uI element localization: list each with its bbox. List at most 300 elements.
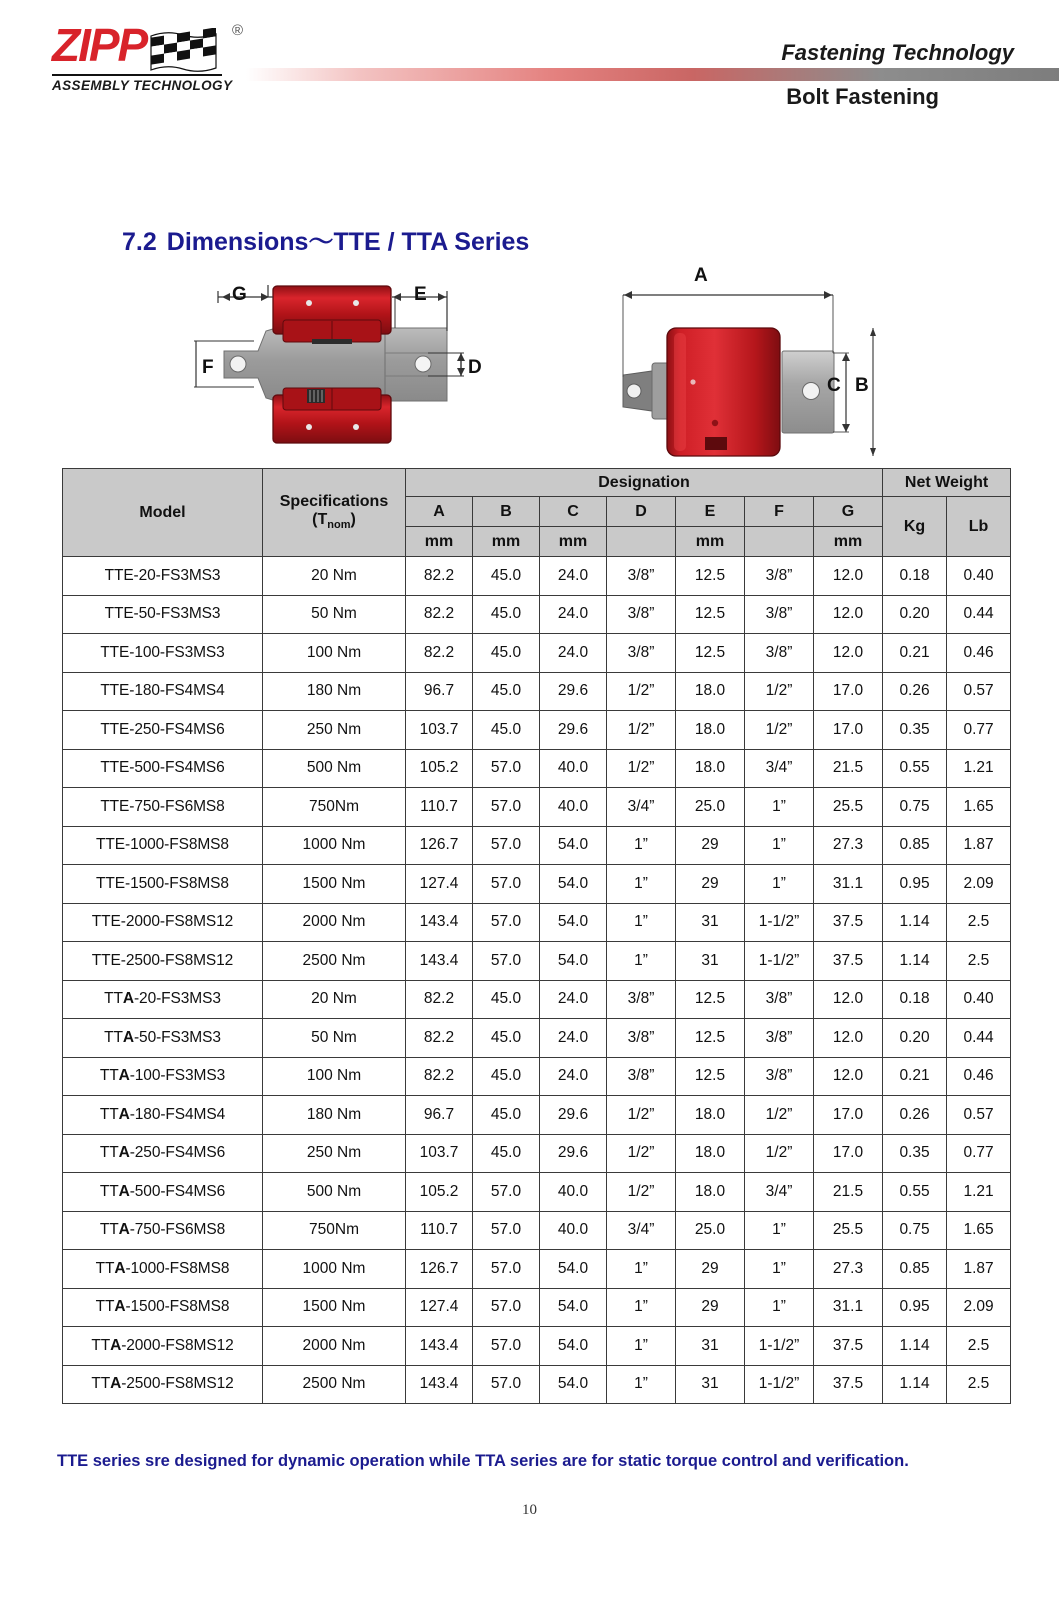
cell-specification: 180 Nm	[263, 1096, 406, 1135]
cell-specification: 500 Nm	[263, 749, 406, 788]
cell-weight-lb: 2.09	[947, 1288, 1011, 1327]
cell-model: TTE-500-FS4MS6	[63, 749, 263, 788]
col-header-b: B	[473, 497, 540, 527]
cell-dimension-f: 1-1/2”	[745, 903, 814, 942]
cell-dimension-d: 1”	[607, 1365, 676, 1404]
cell-dimension-d: 3/4”	[607, 788, 676, 827]
footer-note: TTE series sre designed for dynamic operation while TTA series are for static torque control and verification.	[57, 1452, 909, 1470]
cell-dimension-a: 103.7	[406, 1134, 473, 1173]
tnom-subscript: nom	[327, 519, 351, 532]
col-header-g: G	[814, 497, 883, 527]
cell-dimension-b: 45.0	[473, 634, 540, 673]
cell-model: TTA-500-FS4MS6	[63, 1173, 263, 1212]
table-row	[63, 1211, 1011, 1250]
cell-model: TTA-250-FS4MS6	[63, 1134, 263, 1173]
cell-specification: 20 Nm	[263, 980, 406, 1019]
cell-dimension-e: 31	[676, 942, 745, 981]
cell-dimension-d: 1/2”	[607, 749, 676, 788]
cell-model: TTA-1000-FS8MS8	[63, 1250, 263, 1289]
cell-dimension-d: 3/8”	[607, 1019, 676, 1058]
unit-b: mm	[473, 527, 540, 557]
cell-weight-kg: 0.55	[883, 1173, 947, 1212]
cell-dimension-g: 12.0	[814, 634, 883, 673]
cell-dimension-d: 1/2”	[607, 711, 676, 750]
logo-divider	[52, 74, 222, 76]
cell-weight-lb: 1.87	[947, 826, 1011, 865]
cell-specification: 1000 Nm	[263, 826, 406, 865]
cell-weight-kg: 0.21	[883, 634, 947, 673]
unit-d	[607, 527, 676, 557]
cell-model: TTA-20-FS3MS3	[63, 980, 263, 1019]
cell-dimension-d: 1”	[607, 1250, 676, 1289]
table-row	[63, 903, 1011, 942]
cell-dimension-b: 57.0	[473, 1173, 540, 1212]
cell-dimension-b: 45.0	[473, 980, 540, 1019]
cell-dimension-c: 29.6	[540, 672, 607, 711]
cell-weight-kg: 0.95	[883, 865, 947, 904]
cell-dimension-c: 24.0	[540, 1057, 607, 1096]
cell-dimension-a: 143.4	[406, 1365, 473, 1404]
cell-dimension-d: 1”	[607, 865, 676, 904]
cell-dimension-f: 1”	[745, 1250, 814, 1289]
cell-dimension-e: 31	[676, 1365, 745, 1404]
dimension-label-a: A	[694, 265, 708, 286]
table-body	[63, 557, 1011, 1404]
cell-dimension-g: 25.5	[814, 1211, 883, 1250]
header-row-group	[63, 469, 1011, 497]
logo-wordmark: ZIPP	[52, 19, 147, 71]
cell-model: TTA-100-FS3MS3	[63, 1057, 263, 1096]
col-header-a: A	[406, 497, 473, 527]
cell-model: TTE-100-FS3MS3	[63, 634, 263, 673]
specifications-label: Specifications	[279, 493, 389, 511]
cell-weight-lb: 1.65	[947, 788, 1011, 827]
cell-dimension-f: 3/8”	[745, 557, 814, 596]
table-row	[63, 672, 1011, 711]
cell-dimension-e: 31	[676, 903, 745, 942]
cell-dimension-d: 1”	[607, 1288, 676, 1327]
table-row	[63, 634, 1011, 673]
cell-model: TTA-2500-FS8MS12	[63, 1365, 263, 1404]
cell-dimension-b: 45.0	[473, 1096, 540, 1135]
cell-weight-kg: 0.75	[883, 788, 947, 827]
cell-dimension-b: 57.0	[473, 1288, 540, 1327]
table-row	[63, 1096, 1011, 1135]
table-row	[63, 942, 1011, 981]
cell-dimension-c: 29.6	[540, 711, 607, 750]
cell-dimension-c: 54.0	[540, 1288, 607, 1327]
table-row	[63, 1019, 1011, 1058]
cell-dimension-f: 1”	[745, 1211, 814, 1250]
cell-dimension-c: 54.0	[540, 1327, 607, 1366]
registered-trademark-icon: ®	[232, 22, 244, 39]
unit-c: mm	[540, 527, 607, 557]
cell-weight-lb: 2.5	[947, 1365, 1011, 1404]
table-row	[63, 865, 1011, 904]
table-row	[63, 1365, 1011, 1404]
cell-weight-kg: 0.20	[883, 1019, 947, 1058]
section-title-text: Dimensions〜TTE / TTA Series	[166, 228, 530, 256]
cell-model: TTA-50-FS3MS3	[63, 1019, 263, 1058]
cell-dimension-b: 45.0	[473, 1057, 540, 1096]
cell-specification: 2000 Nm	[263, 1327, 406, 1366]
cell-dimension-c: 54.0	[540, 865, 607, 904]
cell-model: TTA-180-FS4MS4	[63, 1096, 263, 1135]
cell-dimension-e: 29	[676, 1288, 745, 1327]
cell-dimension-a: 96.7	[406, 672, 473, 711]
header-gradient-bar	[246, 68, 1059, 81]
cell-dimension-d: 3/8”	[607, 557, 676, 596]
cell-dimension-d: 3/8”	[607, 980, 676, 1019]
dimension-label-f: F	[202, 357, 214, 378]
cell-weight-kg: 0.55	[883, 749, 947, 788]
cell-dimension-e: 29	[676, 826, 745, 865]
section-heading	[122, 222, 529, 258]
cell-dimension-f: 1”	[745, 1288, 814, 1327]
cell-dimension-e: 12.5	[676, 595, 745, 634]
dimension-label-d: D	[468, 357, 482, 378]
cell-dimension-c: 54.0	[540, 903, 607, 942]
tnom-prefix: (T	[312, 511, 328, 529]
cell-weight-lb: 1.87	[947, 1250, 1011, 1289]
cell-dimension-d: 1/2”	[607, 1134, 676, 1173]
col-header-model: Model	[63, 469, 263, 557]
cell-dimension-d: 1”	[607, 1327, 676, 1366]
col-header-lb: Lb	[947, 497, 1011, 557]
cell-model: TTE-750-FS6MS8	[63, 788, 263, 827]
cell-dimension-d: 3/8”	[607, 634, 676, 673]
cell-dimension-b: 57.0	[473, 865, 540, 904]
cell-specification: 2500 Nm	[263, 1365, 406, 1404]
cell-dimension-d: 1/2”	[607, 1173, 676, 1212]
cell-dimension-g: 12.0	[814, 557, 883, 596]
cell-specification: 1000 Nm	[263, 1250, 406, 1289]
cell-weight-kg: 0.95	[883, 1288, 947, 1327]
cell-model: TTE-2500-FS8MS12	[63, 942, 263, 981]
cell-dimension-a: 82.2	[406, 557, 473, 596]
col-header-specifications	[263, 469, 406, 557]
cell-dimension-g: 17.0	[814, 1096, 883, 1135]
dimension-diagrams	[0, 265, 1059, 460]
cell-dimension-e: 12.5	[676, 980, 745, 1019]
cell-specification: 750Nm	[263, 1211, 406, 1250]
cell-dimension-e: 18.0	[676, 672, 745, 711]
cell-weight-kg: 0.26	[883, 1096, 947, 1135]
cell-dimension-a: 103.7	[406, 711, 473, 750]
cell-specification: 2000 Nm	[263, 903, 406, 942]
col-header-c: C	[540, 497, 607, 527]
cell-dimension-f: 3/8”	[745, 1019, 814, 1058]
cell-weight-kg: 1.14	[883, 1327, 947, 1366]
cell-dimension-b: 45.0	[473, 672, 540, 711]
cell-dimension-c: 29.6	[540, 1096, 607, 1135]
cell-weight-lb: 1.65	[947, 1211, 1011, 1250]
unit-e: mm	[676, 527, 745, 557]
cell-dimension-a: 105.2	[406, 1173, 473, 1212]
col-header-kg: Kg	[883, 497, 947, 557]
cell-weight-lb: 0.57	[947, 1096, 1011, 1135]
cell-dimension-e: 18.0	[676, 1096, 745, 1135]
cell-dimension-a: 143.4	[406, 903, 473, 942]
cell-weight-lb: 2.5	[947, 903, 1011, 942]
table-row	[63, 1250, 1011, 1289]
zipp-logo	[52, 19, 252, 93]
cell-weight-lb: 0.77	[947, 1134, 1011, 1173]
cell-dimension-f: 1/2”	[745, 711, 814, 750]
table-row	[63, 788, 1011, 827]
cell-dimension-c: 40.0	[540, 1173, 607, 1212]
cell-dimension-a: 127.4	[406, 865, 473, 904]
cell-specification: 750Nm	[263, 788, 406, 827]
table-row	[63, 1057, 1011, 1096]
cell-specification: 500 Nm	[263, 1173, 406, 1212]
unit-f	[745, 527, 814, 557]
cell-dimension-c: 40.0	[540, 749, 607, 788]
table-row	[63, 1288, 1011, 1327]
col-header-e: E	[676, 497, 745, 527]
dimension-label-c: C	[827, 375, 841, 396]
cell-dimension-f: 1”	[745, 788, 814, 827]
cell-dimension-c: 29.6	[540, 1134, 607, 1173]
cell-dimension-g: 27.3	[814, 826, 883, 865]
cell-weight-lb: 0.40	[947, 557, 1011, 596]
cell-dimension-c: 40.0	[540, 1211, 607, 1250]
cell-dimension-c: 24.0	[540, 1019, 607, 1058]
cell-specification: 100 Nm	[263, 634, 406, 673]
cell-specification: 50 Nm	[263, 1019, 406, 1058]
cell-dimension-g: 37.5	[814, 1365, 883, 1404]
dimension-label-g: G	[232, 284, 247, 305]
cell-dimension-e: 29	[676, 1250, 745, 1289]
dimension-label-b: B	[855, 375, 869, 396]
cell-weight-kg: 0.26	[883, 672, 947, 711]
cell-dimension-a: 110.7	[406, 1211, 473, 1250]
col-header-designation: Designation	[406, 469, 883, 497]
cell-dimension-c: 24.0	[540, 595, 607, 634]
cell-dimension-d: 3/4”	[607, 1211, 676, 1250]
page-number: 10	[522, 1502, 537, 1518]
cell-weight-kg: 0.85	[883, 1250, 947, 1289]
cell-model: TTE-1000-FS8MS8	[63, 826, 263, 865]
unit-g: mm	[814, 527, 883, 557]
cell-model: TTE-250-FS4MS6	[63, 711, 263, 750]
top-view-diagram	[180, 273, 510, 453]
cell-dimension-e: 18.0	[676, 1173, 745, 1212]
cell-dimension-b: 57.0	[473, 1250, 540, 1289]
cell-dimension-d: 1”	[607, 826, 676, 865]
cell-dimension-b: 57.0	[473, 942, 540, 981]
cell-dimension-g: 17.0	[814, 711, 883, 750]
cell-dimension-c: 54.0	[540, 826, 607, 865]
cell-dimension-g: 17.0	[814, 672, 883, 711]
cell-weight-lb: 2.09	[947, 865, 1011, 904]
table-row	[63, 749, 1011, 788]
cell-dimension-e: 18.0	[676, 1134, 745, 1173]
cell-model: TTA-1500-FS8MS8	[63, 1288, 263, 1327]
cell-dimension-b: 57.0	[473, 1365, 540, 1404]
cell-dimension-a: 143.4	[406, 1327, 473, 1366]
cell-dimension-f: 3/4”	[745, 1173, 814, 1212]
table-header	[63, 469, 1011, 557]
header-title-primary: Fastening Technology	[781, 40, 1014, 65]
cell-dimension-g: 37.5	[814, 1327, 883, 1366]
cell-dimension-d: 3/8”	[607, 1057, 676, 1096]
cell-dimension-g: 37.5	[814, 903, 883, 942]
col-header-f: F	[745, 497, 814, 527]
cell-dimension-g: 12.0	[814, 1019, 883, 1058]
cell-dimension-g: 31.1	[814, 865, 883, 904]
cell-weight-lb: 0.46	[947, 1057, 1011, 1096]
cell-dimension-a: 105.2	[406, 749, 473, 788]
cell-dimension-b: 45.0	[473, 1019, 540, 1058]
cell-weight-kg: 0.75	[883, 1211, 947, 1250]
cell-dimension-f: 1/2”	[745, 1096, 814, 1135]
cell-specification: 1500 Nm	[263, 865, 406, 904]
table-row	[63, 557, 1011, 596]
cell-dimension-e: 12.5	[676, 1019, 745, 1058]
cell-model: TTE-2000-FS8MS12	[63, 903, 263, 942]
cell-weight-lb: 0.46	[947, 634, 1011, 673]
cell-dimension-c: 54.0	[540, 942, 607, 981]
cell-specification: 250 Nm	[263, 711, 406, 750]
cell-dimension-a: 82.2	[406, 1019, 473, 1058]
cell-dimension-f: 1/2”	[745, 1134, 814, 1173]
cell-weight-kg: 1.14	[883, 1365, 947, 1404]
cell-weight-lb: 1.21	[947, 749, 1011, 788]
table-row	[63, 980, 1011, 1019]
cell-dimension-b: 57.0	[473, 903, 540, 942]
cell-weight-kg: 0.18	[883, 980, 947, 1019]
cell-dimension-a: 143.4	[406, 942, 473, 981]
table-row	[63, 711, 1011, 750]
col-header-d: D	[607, 497, 676, 527]
cell-dimension-c: 24.0	[540, 980, 607, 1019]
cell-dimension-e: 31	[676, 1327, 745, 1366]
cell-dimension-b: 57.0	[473, 749, 540, 788]
cell-model: TTE-20-FS3MS3	[63, 557, 263, 596]
cell-dimension-a: 96.7	[406, 1096, 473, 1135]
cell-dimension-a: 127.4	[406, 1288, 473, 1327]
cell-dimension-g: 21.5	[814, 749, 883, 788]
dimensions-table	[62, 468, 1011, 1404]
cell-weight-lb: 0.44	[947, 1019, 1011, 1058]
cell-specification: 2500 Nm	[263, 942, 406, 981]
cell-dimension-g: 37.5	[814, 942, 883, 981]
cell-weight-kg: 0.20	[883, 595, 947, 634]
header-title-secondary: Bolt Fastening	[786, 84, 939, 109]
cell-dimension-e: 18.0	[676, 749, 745, 788]
table-row	[63, 1327, 1011, 1366]
cell-dimension-b: 45.0	[473, 595, 540, 634]
cell-dimension-e: 25.0	[676, 1211, 745, 1250]
cell-weight-lb: 0.77	[947, 711, 1011, 750]
cell-specification: 20 Nm	[263, 557, 406, 596]
cell-specification: 180 Nm	[263, 672, 406, 711]
cell-weight-kg: 1.14	[883, 942, 947, 981]
cell-dimension-g: 12.0	[814, 980, 883, 1019]
side-view-diagram	[590, 265, 890, 460]
cell-dimension-f: 3/8”	[745, 980, 814, 1019]
specifications-tnom	[263, 511, 405, 531]
cell-weight-lb: 0.40	[947, 980, 1011, 1019]
cell-dimension-a: 110.7	[406, 788, 473, 827]
cell-model: TTA-750-FS6MS8	[63, 1211, 263, 1250]
checkered-flag-icon	[149, 28, 231, 72]
cell-dimension-a: 126.7	[406, 1250, 473, 1289]
cell-weight-kg: 0.18	[883, 557, 947, 596]
cell-dimension-e: 25.0	[676, 788, 745, 827]
cell-specification: 250 Nm	[263, 1134, 406, 1173]
cell-weight-kg: 1.14	[883, 903, 947, 942]
cell-dimension-c: 24.0	[540, 634, 607, 673]
cell-model: TTE-180-FS4MS4	[63, 672, 263, 711]
cell-dimension-b: 45.0	[473, 711, 540, 750]
cell-dimension-a: 82.2	[406, 595, 473, 634]
cell-dimension-e: 29	[676, 865, 745, 904]
cell-dimension-g: 25.5	[814, 788, 883, 827]
cell-dimension-f: 1-1/2”	[745, 1365, 814, 1404]
cell-dimension-f: 3/8”	[745, 595, 814, 634]
cell-dimension-g: 12.0	[814, 595, 883, 634]
cell-weight-kg: 0.85	[883, 826, 947, 865]
cell-specification: 1500 Nm	[263, 1288, 406, 1327]
cell-dimension-g: 12.0	[814, 1057, 883, 1096]
cell-dimension-a: 126.7	[406, 826, 473, 865]
cell-specification: 100 Nm	[263, 1057, 406, 1096]
cell-dimension-c: 54.0	[540, 1250, 607, 1289]
cell-dimension-g: 31.1	[814, 1288, 883, 1327]
cell-weight-kg: 0.21	[883, 1057, 947, 1096]
cell-dimension-f: 1”	[745, 826, 814, 865]
cell-weight-kg: 0.35	[883, 1134, 947, 1173]
cell-weight-lb: 2.5	[947, 942, 1011, 981]
cell-dimension-f: 1/2”	[745, 672, 814, 711]
section-number: 7.2	[122, 228, 157, 256]
cell-dimension-d: 3/8”	[607, 595, 676, 634]
cell-dimension-f: 3/4”	[745, 749, 814, 788]
cell-dimension-b: 57.0	[473, 1211, 540, 1250]
cell-weight-lb: 0.57	[947, 672, 1011, 711]
cell-dimension-f: 3/8”	[745, 1057, 814, 1096]
cell-dimension-a: 82.2	[406, 980, 473, 1019]
cell-dimension-c: 24.0	[540, 557, 607, 596]
cell-dimension-f: 1-1/2”	[745, 942, 814, 981]
cell-model: TTA-2000-FS8MS12	[63, 1327, 263, 1366]
cell-dimension-b: 45.0	[473, 1134, 540, 1173]
cell-dimension-g: 27.3	[814, 1250, 883, 1289]
cell-weight-lb: 2.5	[947, 1327, 1011, 1366]
cell-dimension-e: 12.5	[676, 1057, 745, 1096]
table-row	[63, 595, 1011, 634]
cell-dimension-b: 57.0	[473, 788, 540, 827]
cell-dimension-a: 82.2	[406, 1057, 473, 1096]
cell-dimension-b: 57.0	[473, 1327, 540, 1366]
col-header-net-weight: Net Weight	[883, 469, 1011, 497]
cell-dimension-e: 12.5	[676, 557, 745, 596]
cell-weight-lb: 0.44	[947, 595, 1011, 634]
cell-dimension-d: 1/2”	[607, 672, 676, 711]
cell-dimension-a: 82.2	[406, 634, 473, 673]
cell-dimension-g: 17.0	[814, 1134, 883, 1173]
cell-dimension-f: 1”	[745, 865, 814, 904]
table-row	[63, 826, 1011, 865]
cell-dimension-b: 57.0	[473, 826, 540, 865]
cell-dimension-f: 1-1/2”	[745, 1327, 814, 1366]
cell-weight-kg: 0.35	[883, 711, 947, 750]
cell-dimension-f: 3/8”	[745, 634, 814, 673]
cell-dimension-d: 1”	[607, 942, 676, 981]
table-row	[63, 1173, 1011, 1212]
